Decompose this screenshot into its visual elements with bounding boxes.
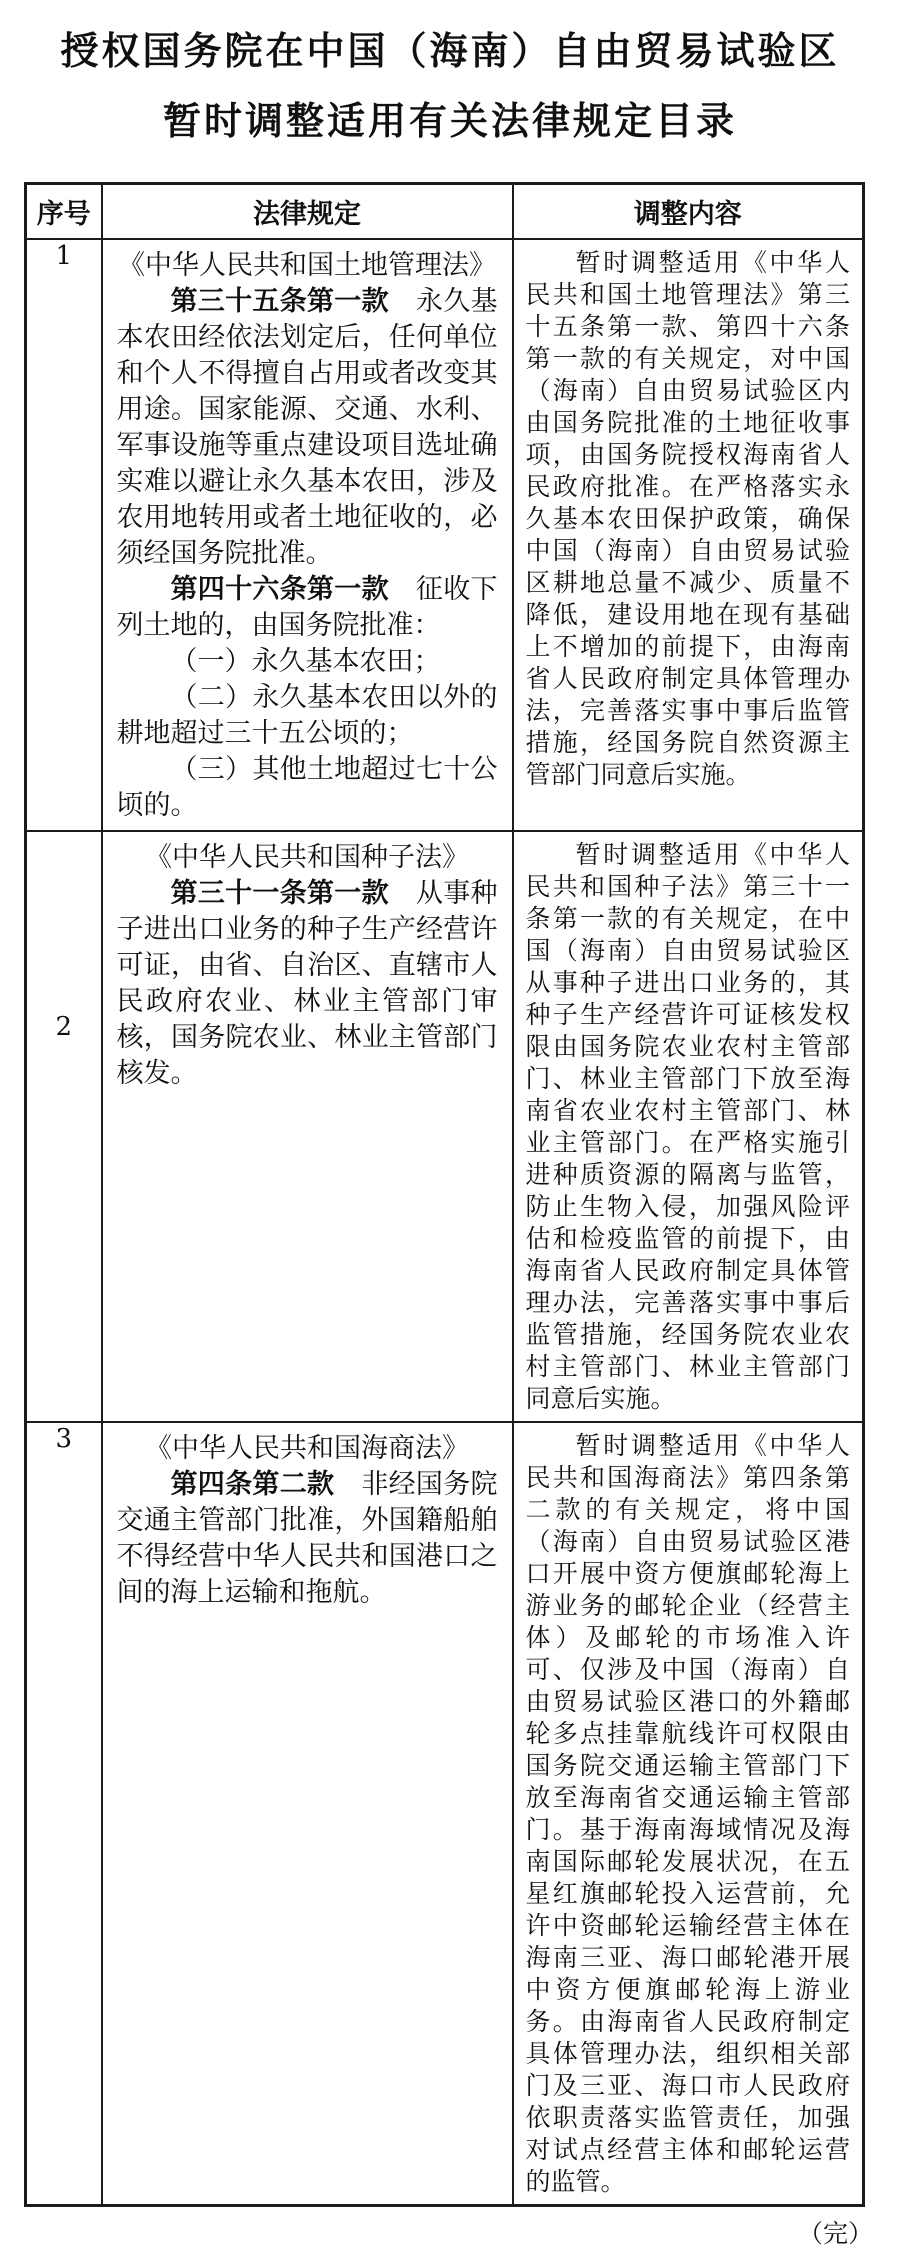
- provision-text: （三）其他土地超过七十公顷的。: [116, 753, 498, 821]
- serial-number: 3: [26, 1422, 102, 2206]
- serial-number: 2: [26, 831, 102, 1422]
- table-row: [26, 831, 864, 1422]
- adjustment-paragraph: 暂时调整适用《中华人民共和国种子法》第三十一条第一款的有关规定，在中国（海南）自由贸易试验区从事种子进出口业务的，其种子生产经营许可证核发权限由国务院农业农村主管部门、林业主管部门下放至海南省农业农村主管部门、林业主管部门。在严格实施引进种质资源的隔离与监管，防止生物入侵，加强风险评估和检疫监管的前提下，由海南省人民政府制定具体管理办法，完善落实事中事后监管措施，经国务院农业农村主管部门、林业主管部门同意后实施。: [525, 839, 850, 1413]
- page-title: [0, 0, 900, 156]
- law-adjustment-table: [24, 182, 865, 2207]
- table-row: [26, 1422, 864, 2206]
- legal-provision-cell: [102, 1422, 513, 2206]
- provision-paragraph: [117, 680, 498, 752]
- provision-paragraph: [117, 644, 498, 680]
- table-header-row: [26, 184, 864, 239]
- provision-text: 非经国务院交通主管部门批准，外国籍船舶不得经营中华人民共和国港口之间的海上运输和拖航。: [116, 1468, 498, 1608]
- adjustment-content-cell: [513, 239, 864, 831]
- title-line-2: 暂时调整适用有关法律规定目录: [162, 98, 737, 143]
- law-name: 《中华人民共和国海商法》: [145, 1432, 469, 1464]
- provision-article-label: 第四条第二款: [170, 1468, 335, 1500]
- provision-paragraph: [117, 284, 498, 572]
- title-line-1: 授权国务院在中国（海南）自由贸易试验区: [60, 28, 840, 73]
- provision-article-label: 第四十六条第一款: [170, 573, 389, 605]
- law-name: 《中华人民共和国种子法》: [145, 841, 469, 873]
- provision-paragraph: [117, 572, 498, 644]
- column-header-serial-number: 序号: [26, 184, 102, 239]
- provision-text: （一）永久基本农田；: [170, 645, 441, 677]
- provision-text: 征收下列土地的，由国务院批准：: [116, 573, 498, 641]
- provision-article-label: 第三十五条第一款: [170, 285, 389, 317]
- provision-paragraph: [117, 876, 498, 1092]
- provision-text: 永久基本农田经依法划定后，任何单位和个人不得擅自占用或者改变其用途。国家能源、交通、水利、军事设施等重点建设项目选址确实难以避让永久基本农田，涉及农用地转用或者土地征收的，必须经国务院批准。: [116, 285, 498, 569]
- adjustment-content-cell: [513, 831, 864, 1422]
- legal-provision-cell: [102, 831, 513, 1422]
- provision-text: 从事种子进出口业务的种子生产经营许可证，由省、自治区、直辖市人民政府农业、林业主管部门审核，国务院农业、林业主管部门核发。: [116, 877, 498, 1089]
- table-row: [26, 239, 864, 831]
- provision-paragraph: [117, 752, 498, 824]
- end-mark: （完）: [797, 2218, 873, 2248]
- adjustment-paragraph: 暂时调整适用《中华人民共和国土地管理法》第三十五条第一款、第四十六条第一款的有关规定，对中国（海南）自由贸易试验区内由国务院批准的土地征收事项，由国务院授权海南省人民政府批准。在严格落实永久基本农田保护政策，确保中国（海南）自由贸易试验区耕地总量不减少、质量不降低，建设用地在现有基础上不增加的前提下，由海南省人民政府制定具体管理办法，完善落实事中事后监管措施，经国务院自然资源主管部门同意后实施。: [525, 247, 850, 789]
- provision-text: （二）永久基本农田以外的耕地超过三十五公顷的；: [116, 681, 498, 749]
- adjustment-content-cell: [513, 1422, 864, 2206]
- column-header-legal-provision: 法律规定: [102, 184, 513, 239]
- column-header-adjustment-content: 调整内容: [513, 184, 864, 239]
- serial-number: 1: [26, 239, 102, 831]
- provision-paragraph: [117, 1467, 498, 1611]
- legal-provision-cell: [102, 239, 513, 831]
- law-name: 《中华人民共和国土地管理法》: [118, 249, 496, 281]
- provision-article-label: 第三十一条第一款: [170, 877, 389, 909]
- adjustment-paragraph: 暂时调整适用《中华人民共和国海商法》第四条第二款的有关规定，将中国（海南）自由贸易试验区港口开展中资方便旗邮轮海上游业务的邮轮企业（经营主体）及邮轮的市场准入许可、仅涉及中国（海南）自由贸易试验区港口的外籍邮轮多点挂靠航线许可权限由国务院交通运输主管部门下放至海南省交通运输主管部门。基于海南海域情况及海南国际邮轮发展状况，在五星红旗邮轮投入运营前，允许中资邮轮运输经营主体在海南三亚、海口邮轮港开展中资方便旗邮轮海上游业务。由海南省人民政府制定具体管理办法，组织相关部门及三亚、海口市人民政府依职责落实监管责任，加强对试点经营主体和邮轮运营的监管。: [525, 1430, 850, 2196]
